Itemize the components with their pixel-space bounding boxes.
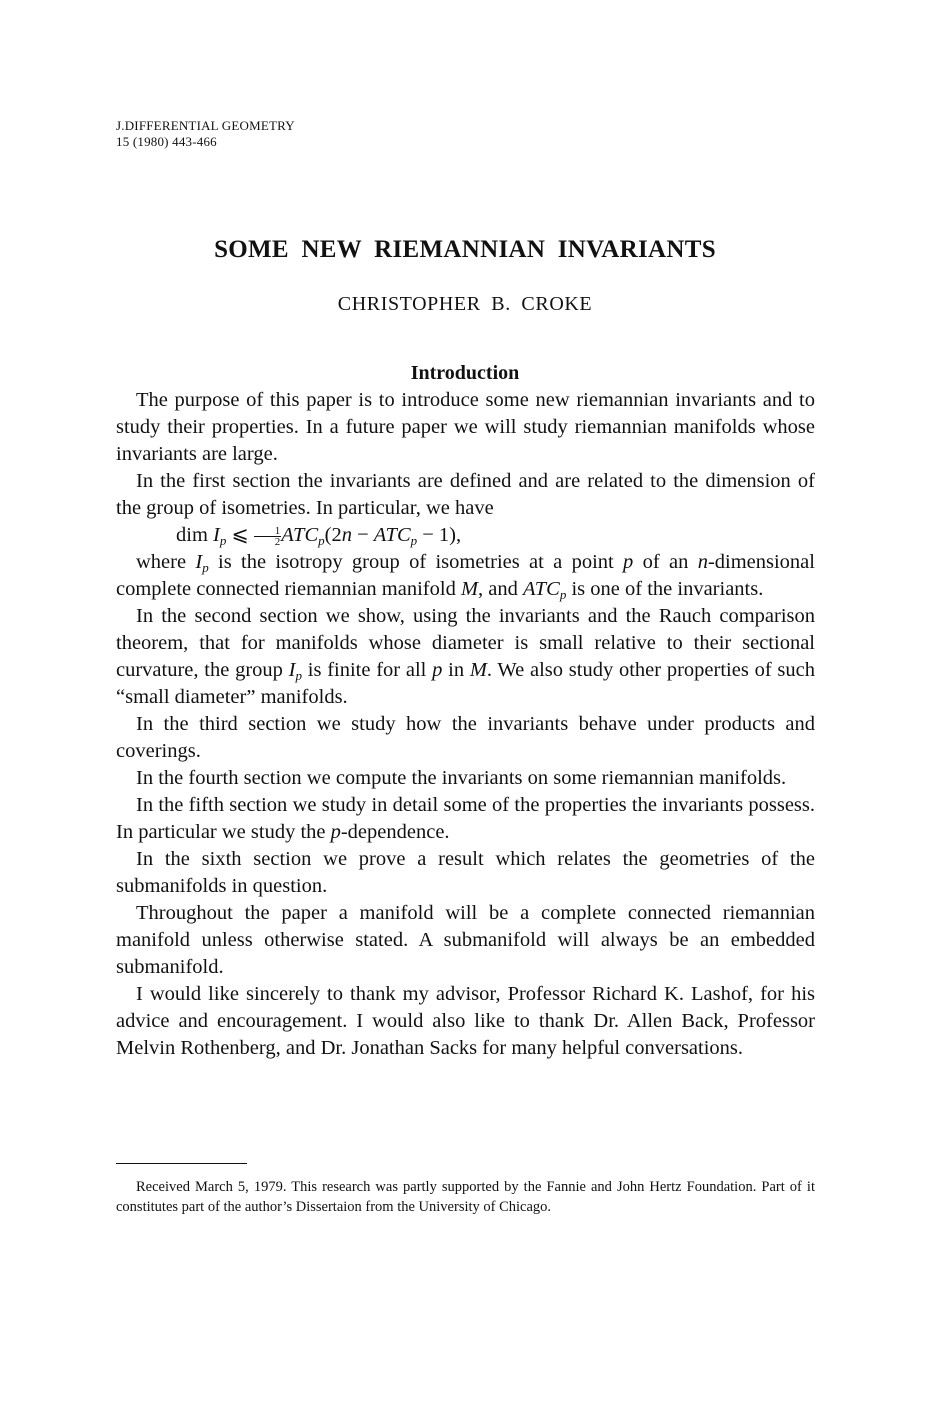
fraction-one-half: $\frac{1}{2}$ <box>254 526 282 547</box>
journal-name: J.DIFFERENTIAL GEOMETRY <box>116 118 295 133</box>
journal-citation: 15 (1980) 443-466 <box>116 134 217 149</box>
paragraph-9: Throughout the paper a manifold will be a complete connected riemannian manifold unless otherwise stated. A submanifold will always be an embedded submanifold. <box>116 902 815 978</box>
paragraph-3: where $I_p$ is the isotropy group of isometries at a point p of an n-dimensional complete connected riemannian manifold M, and $ATC_p$ is one of the invariants. <box>116 551 815 602</box>
paragraph-6: In the fourth section we compute the invariants on some riemannian manifolds. <box>136 767 787 789</box>
paragraph-2: In the first section the invariants are defined and are related to the dimension of the group of isometries. In particular, we have <box>116 470 815 519</box>
paragraph-4: In the second section we show, using the invariants and the Rauch comparison theorem, that for manifolds whose diameter is small relative to their sectional curvature, the group $I_p$ is finite for all p in M. We also study other properties of such “small diameter” manifolds. <box>116 605 815 708</box>
paragraph-10: I would like sincerely to thank my advisor, Professor Richard K. Lashof, for his advice and encouragement. I would also like to thank Dr. Allen Back, Professor Melvin Rothenberg, and Dr. Jonathan Sacks for many helpful conversations. <box>116 983 815 1059</box>
paragraph-8: In the sixth section we prove a result which relates the geometries of the submanifolds in question. <box>116 848 815 897</box>
body-text <box>116 387 815 1062</box>
section-heading: Introduction <box>410 362 520 384</box>
paper-author: CHRISTOPHER B. CROKE <box>337 293 593 315</box>
paragraph-7: In the fifth section we study in detail some of the properties the invariants possess. In particular we study the p-dependence. <box>116 794 815 843</box>
footnote-divider <box>116 1163 247 1164</box>
paper-title: SOME NEW RIEMANNIAN INVARIANTS <box>214 236 716 263</box>
display-formula: dim $I_p$ ⩽ $\frac{1}{2}$ $ATC_p(2n - ATC_p - 1)$, <box>176 524 462 548</box>
footnote <box>116 1177 815 1217</box>
paragraph-1: The purpose of this paper is to introduce some new riemannian invariants and to study their properties. In a future paper we will study riemannian manifolds whose invariants are large. <box>116 389 815 465</box>
paragraph-5: In the third section we study how the invariants behave under products and coverings. <box>116 713 815 762</box>
journal-header <box>116 118 295 150</box>
footnote-text: Received March 5, 1979. This research was partly supported by the Fannie and John Hertz Foundation. Part of it constitutes part of the author’s Dissertaion from the University of Chicago. <box>116 1179 815 1215</box>
